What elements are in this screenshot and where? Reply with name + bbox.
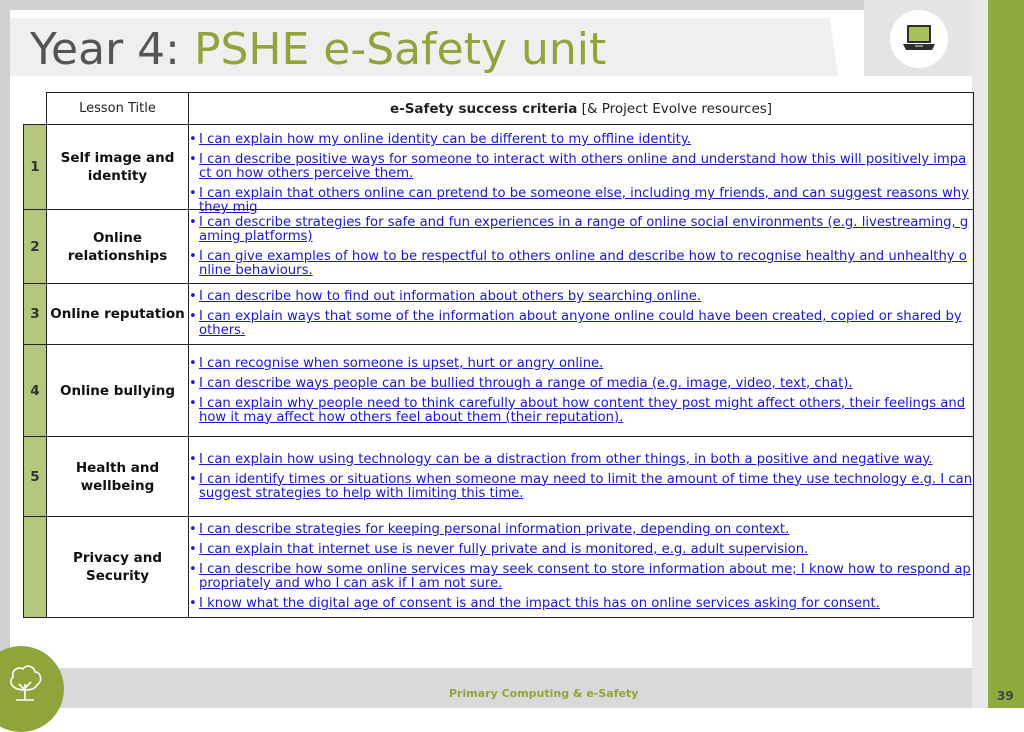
table-row — [24, 125, 974, 210]
row-number: 2 — [24, 210, 47, 284]
row-number: 3 — [24, 284, 47, 345]
right-bar-light — [972, 0, 988, 708]
lesson-title: Online reputation — [47, 284, 189, 345]
criteria-link[interactable]: • I can describe strategies for keeping personal information private, depending on context. — [189, 523, 973, 537]
lesson-title: Privacy and Security — [47, 517, 189, 618]
criteria-link[interactable]: • I can identify times or situations when someone may need to limit the amount of time they use technology e.g. I can suggest strategies to help with limiting this time. — [189, 473, 973, 501]
footer-text: Primary Computing & e-Safety — [449, 687, 639, 700]
page-title — [30, 22, 606, 78]
title-highlight: PSHE e-Safety unit — [193, 24, 607, 75]
criteria-link[interactable]: • I can describe positive ways for someone to interact with others online and understand how this will positively impact on how others perceive them. — [189, 153, 973, 181]
criteria-cell — [189, 345, 974, 437]
tree-logo-icon — [2, 660, 48, 706]
criteria-link[interactable]: • I can explain how using technology can be a distraction from other things, in both a positive and negative way. — [189, 453, 973, 467]
lesson-title-header: Lesson Title — [47, 93, 189, 125]
table-row — [24, 345, 974, 437]
criteria-link[interactable]: • I know what the digital age of consent is and the impact this has on online services asking for consent. — [189, 597, 973, 611]
title-prefix: Year 4: — [30, 24, 194, 75]
criteria-link[interactable]: • I can explain how my online identity can be different to my offline identity. — [189, 133, 973, 147]
laptop-icon-badge — [890, 10, 948, 68]
criteria-header — [189, 93, 974, 125]
criteria-link[interactable]: • I can describe strategies for safe and fun experiences in a range of online social environments (e.g. livestreaming, gaming platforms) — [189, 216, 973, 244]
row-number: 4 — [24, 345, 47, 437]
table-header-row — [24, 93, 974, 125]
criteria-link[interactable]: • I can describe how to find out information about others by searching online. — [189, 290, 973, 304]
table-row — [24, 210, 974, 284]
criteria-link[interactable]: • I can give examples of how to be respectful to others online and describe how to recognise healthy and unhealthy online behaviours. — [189, 250, 973, 278]
frame-left — [0, 0, 10, 708]
lesson-title: Self image and identity — [47, 125, 189, 210]
page-number: 39 — [997, 689, 1014, 703]
criteria-cell — [189, 284, 974, 345]
number-header — [24, 93, 47, 125]
criteria-link[interactable]: • I can recognise when someone is upset, hurt or angry online. — [189, 357, 973, 371]
criteria-link[interactable]: • I can explain ways that some of the information about anyone online could have been created, copied or shared by others. — [189, 310, 973, 338]
table-row — [24, 284, 974, 345]
lesson-title: Health and wellbeing — [47, 437, 189, 517]
criteria-cell — [189, 125, 974, 215]
lesson-title: Online bullying — [47, 345, 189, 437]
criteria-table — [23, 92, 974, 618]
criteria-link[interactable]: • I can describe how some online services may seek consent to store information about me; I know how to respond appropriately and who I can ask if I am not sure. — [189, 563, 973, 591]
footer-logo — [0, 646, 64, 732]
criteria-cell — [189, 210, 974, 284]
row-number — [24, 517, 47, 618]
laptop-icon — [901, 22, 937, 54]
criteria-header-rest: [& Project Evolve resources] — [577, 100, 773, 117]
criteria-link[interactable]: • I can explain that others online can pretend to be someone else, including my friends, and can suggest reasons why they mig — [189, 187, 973, 215]
criteria-header-bold: e-Safety success criteria — [389, 100, 578, 117]
row-number: 5 — [24, 437, 47, 517]
criteria-cell — [189, 437, 974, 517]
criteria-link[interactable]: • I can explain why people need to think carefully about how content they post might affect others, their feelings and how it may affect how others feel about them (their reputation). — [189, 397, 973, 425]
right-accent-bar — [988, 0, 1024, 708]
criteria-link[interactable]: • I can explain that internet use is never fully private and is monitored, e.g. adult supervision. — [189, 543, 973, 557]
table-row — [24, 517, 974, 618]
criteria-cell — [189, 517, 974, 618]
lesson-title: Online relationships — [47, 210, 189, 284]
row-number: 1 — [24, 125, 47, 210]
criteria-link[interactable]: • I can describe ways people can be bullied through a range of media (e.g. image, video, text, chat). — [189, 377, 973, 391]
table-row — [24, 437, 974, 517]
